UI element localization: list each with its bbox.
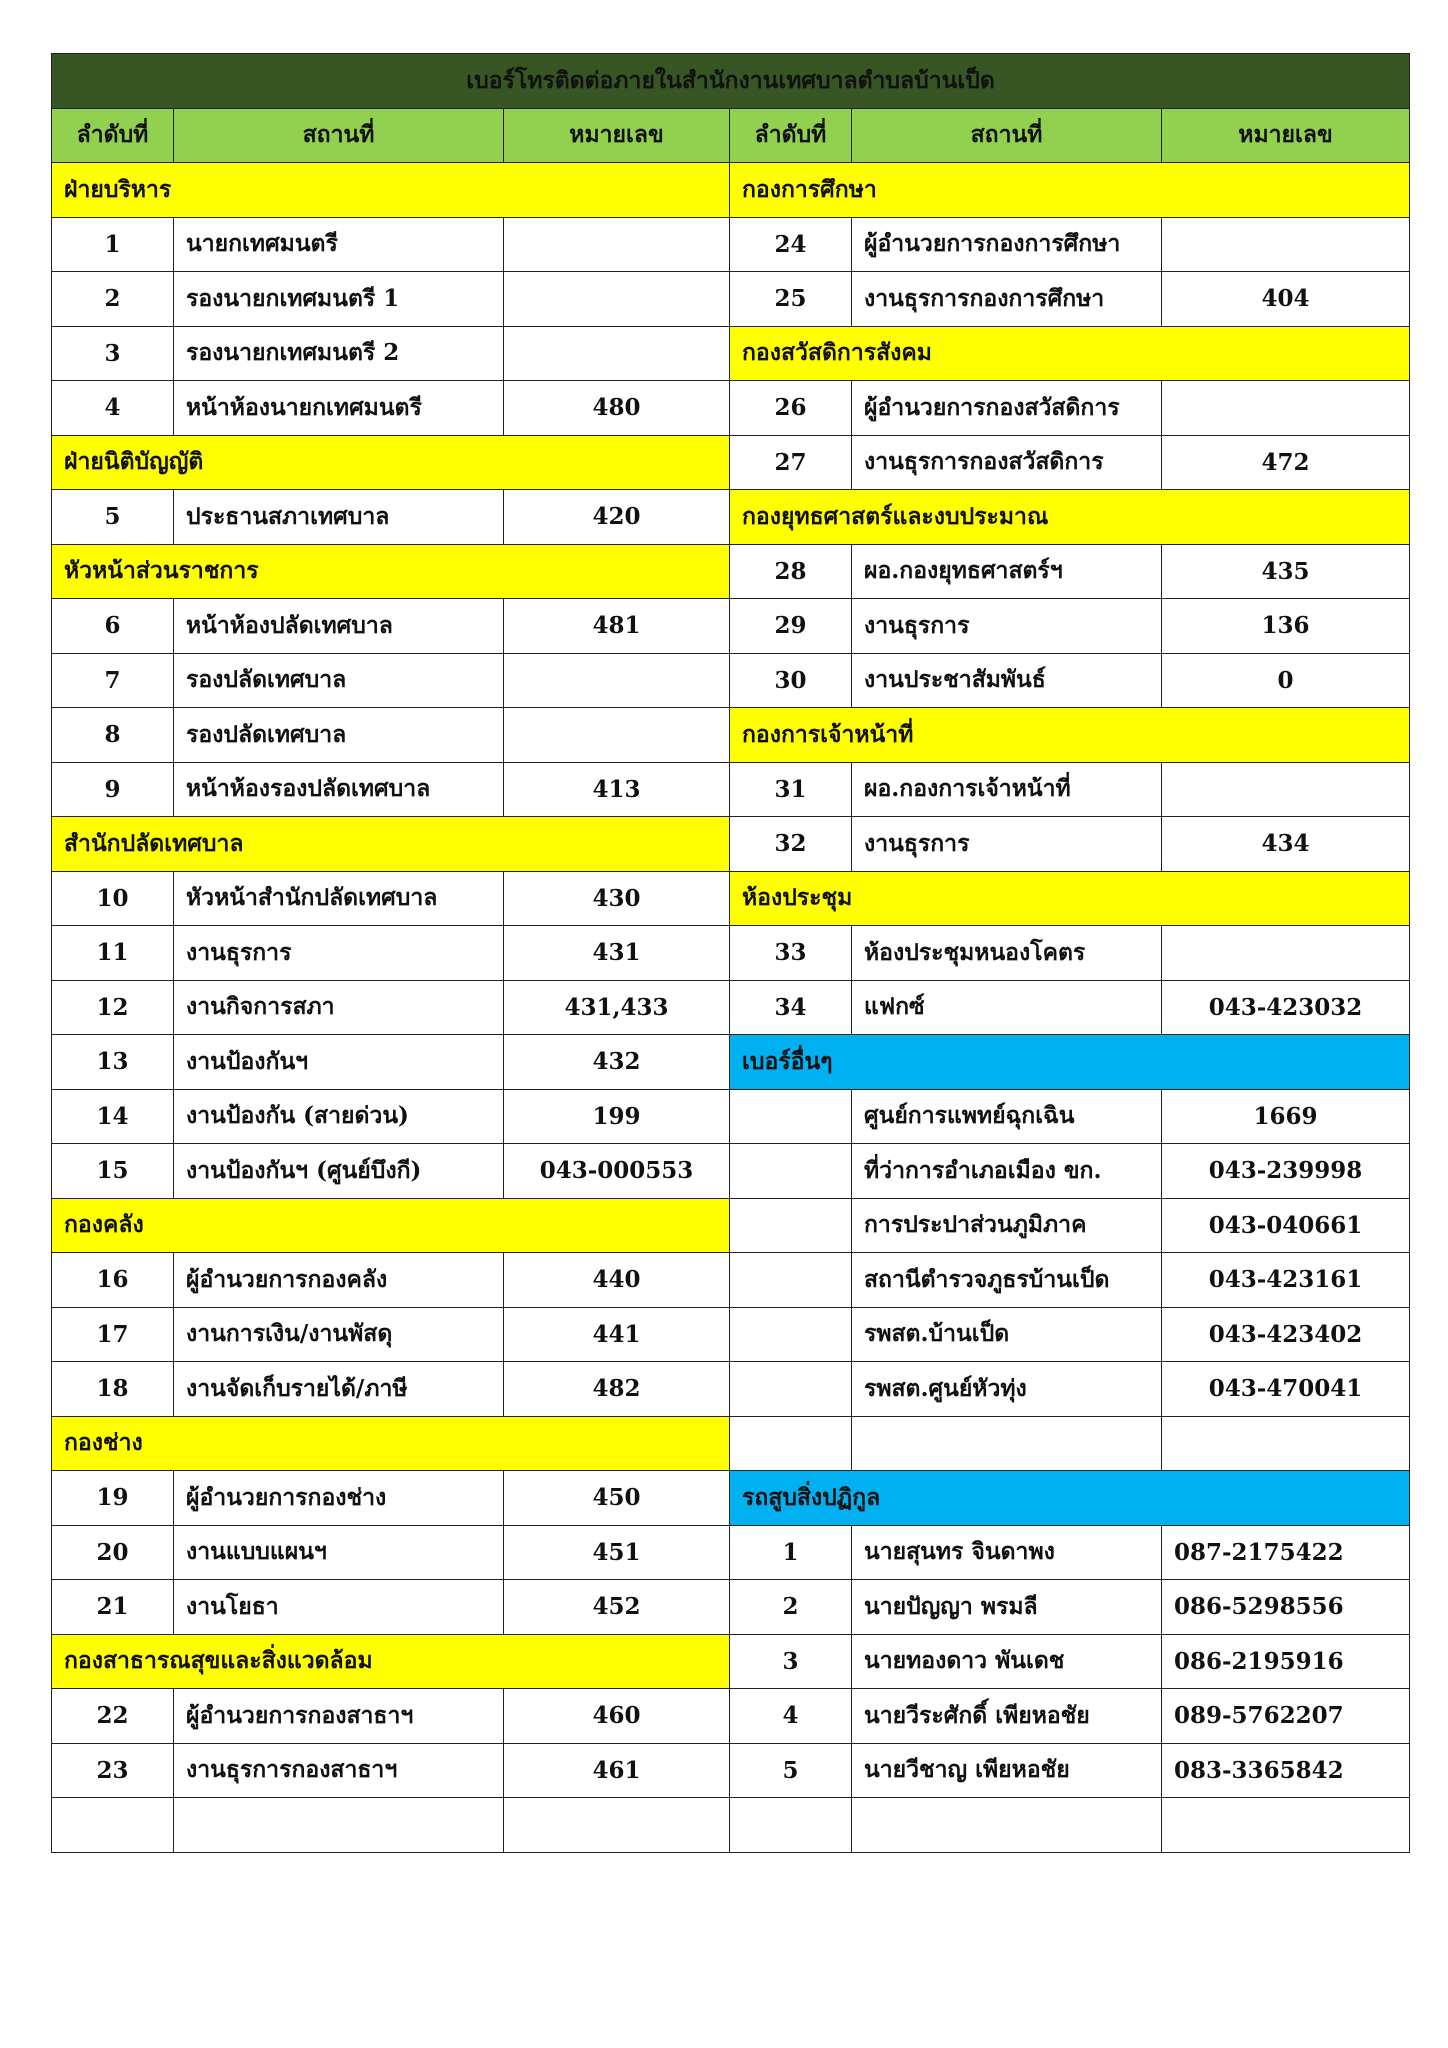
row-place-left: ผู้อำนวยการกองช่าง <box>174 1471 504 1526</box>
row-number-right: 30 <box>730 653 852 708</box>
row-phone-left <box>504 217 730 272</box>
row-place-right: งานธุรการกองการศึกษา <box>852 272 1162 327</box>
table-row <box>52 817 1410 872</box>
row-number-right <box>730 1416 852 1471</box>
row-phone-left: 431,433 <box>504 980 730 1035</box>
row-number-right: 4 <box>730 1689 852 1744</box>
row-number-left: 13 <box>52 1035 174 1090</box>
row-place-right: ห้องประชุมหนองโคตร <box>852 926 1162 981</box>
row-phone-right: 136 <box>1162 599 1410 654</box>
row-phone-right <box>1162 381 1410 436</box>
row-number-right: 29 <box>730 599 852 654</box>
section-header-left: กองคลัง <box>52 1198 730 1253</box>
row-phone-right <box>1162 1416 1410 1471</box>
section-header-left: ฝ่ายนิติบัญญัติ <box>52 435 730 490</box>
row-number-right <box>730 1798 852 1853</box>
section-header-left: หัวหน้าส่วนราชการ <box>52 544 730 599</box>
row-phone-right <box>1162 1798 1410 1853</box>
row-number-left: 6 <box>52 599 174 654</box>
column-header-row <box>52 108 1410 163</box>
table-row <box>52 653 1410 708</box>
row-phone-right: 043-423032 <box>1162 980 1410 1035</box>
row-number-left: 19 <box>52 1471 174 1526</box>
row-place-right: ที่ว่าการอำเภอเมือง ขก. <box>852 1144 1162 1199</box>
section-header-left: กองสาธารณสุขและสิ่งแวดล้อม <box>52 1634 730 1689</box>
table-row <box>52 1035 1410 1090</box>
row-number-left: 17 <box>52 1307 174 1362</box>
table-row <box>52 435 1410 490</box>
row-phone-right: 086-2195916 <box>1162 1634 1410 1689</box>
row-number-right: 26 <box>730 381 852 436</box>
row-place-left: รองนายกเทศมนตรี 2 <box>174 326 504 381</box>
row-number-left: 8 <box>52 708 174 763</box>
row-number-right: 24 <box>730 217 852 272</box>
row-number-left: 14 <box>52 1089 174 1144</box>
table-row <box>52 1307 1410 1362</box>
table-row <box>52 1798 1410 1853</box>
row-place-left: งานกิจการสภา <box>174 980 504 1035</box>
row-place-right: รพสต.บ้านเป็ด <box>852 1307 1162 1362</box>
table-row <box>52 1253 1410 1308</box>
row-phone-right: 043-470041 <box>1162 1362 1410 1417</box>
row-place-right: นายวีระศักดิ์ เพียหอชัย <box>852 1689 1162 1744</box>
section-header-left: กองช่าง <box>52 1416 730 1471</box>
header-no-right: ลำดับที่ <box>730 108 852 163</box>
row-place-left: หัวหน้าสำนักปลัดเทศบาล <box>174 871 504 926</box>
table-row <box>52 1525 1410 1580</box>
section-header-left: ฝ่ายบริหาร <box>52 163 730 218</box>
table-row <box>52 490 1410 545</box>
row-place-left: งานธุรการกองสาธาฯ <box>174 1743 504 1798</box>
row-phone-left: 431 <box>504 926 730 981</box>
row-number-right <box>730 1144 852 1199</box>
section-header-right: กองยุทธศาสตร์และงบประมาณ <box>730 490 1410 545</box>
row-number-right: 32 <box>730 817 852 872</box>
table-row <box>52 708 1410 763</box>
row-phone-left: 430 <box>504 871 730 926</box>
table-row <box>52 980 1410 1035</box>
row-place-left: งานจัดเก็บรายได้/ภาษี <box>174 1362 504 1417</box>
row-place-right: งานธุรการกองสวัสดิการ <box>852 435 1162 490</box>
row-number-left: 18 <box>52 1362 174 1417</box>
row-phone-left: 460 <box>504 1689 730 1744</box>
row-number-left: 4 <box>52 381 174 436</box>
table-row <box>52 926 1410 981</box>
table-row <box>52 1362 1410 1417</box>
row-place-left: ประธานสภาเทศบาล <box>174 490 504 545</box>
row-number-right: 2 <box>730 1580 852 1635</box>
row-number-right <box>730 1089 852 1144</box>
row-number-left <box>52 1798 174 1853</box>
row-place-left: นายกเทศมนตรี <box>174 217 504 272</box>
row-number-left: 20 <box>52 1525 174 1580</box>
row-phone-left: 481 <box>504 599 730 654</box>
row-number-right: 3 <box>730 1634 852 1689</box>
row-place-left: หน้าห้องนายกเทศมนตรี <box>174 381 504 436</box>
row-phone-left: 450 <box>504 1471 730 1526</box>
row-phone-right: 434 <box>1162 817 1410 872</box>
row-number-right: 25 <box>730 272 852 327</box>
row-number-left: 12 <box>52 980 174 1035</box>
row-phone-left <box>504 1798 730 1853</box>
table-row <box>52 544 1410 599</box>
row-phone-left: 461 <box>504 1743 730 1798</box>
row-number-right <box>730 1307 852 1362</box>
row-place-right <box>852 1798 1162 1853</box>
row-phone-left: 482 <box>504 1362 730 1417</box>
row-place-right: นายทองดาว พันเดช <box>852 1634 1162 1689</box>
row-place-left: ผู้อำนวยการกองสาธาฯ <box>174 1689 504 1744</box>
table-row <box>52 1416 1410 1471</box>
table-row <box>52 1089 1410 1144</box>
row-number-left: 15 <box>52 1144 174 1199</box>
row-phone-left: 043-000553 <box>504 1144 730 1199</box>
row-number-left: 3 <box>52 326 174 381</box>
row-phone-left: 480 <box>504 381 730 436</box>
row-place-right: การประปาส่วนภูมิภาค <box>852 1198 1162 1253</box>
row-phone-right: 435 <box>1162 544 1410 599</box>
section-header-right: รถสูบสิ่งปฏิกูล <box>730 1471 1410 1526</box>
row-place-right: ผู้อำนวยการกองสวัสดิการ <box>852 381 1162 436</box>
row-phone-right <box>1162 762 1410 817</box>
row-phone-right: 083-3365842 <box>1162 1743 1410 1798</box>
phone-directory-table <box>51 53 1410 1853</box>
table-row <box>52 163 1410 218</box>
row-number-left: 21 <box>52 1580 174 1635</box>
row-phone-left: 441 <box>504 1307 730 1362</box>
table-row <box>52 1198 1410 1253</box>
row-number-left: 23 <box>52 1743 174 1798</box>
row-phone-right: 404 <box>1162 272 1410 327</box>
table-row <box>52 217 1410 272</box>
row-number-left: 5 <box>52 490 174 545</box>
row-phone-left <box>504 326 730 381</box>
row-place-left: หน้าห้องปลัดเทศบาล <box>174 599 504 654</box>
row-place-right: ผอ.กองยุทธศาสตร์ฯ <box>852 544 1162 599</box>
row-phone-right: 087-2175422 <box>1162 1525 1410 1580</box>
section-header-right: เบอร์อื่นๆ <box>730 1035 1410 1090</box>
header-no-left: ลำดับที่ <box>52 108 174 163</box>
row-phone-right: 472 <box>1162 435 1410 490</box>
table-row <box>52 1144 1410 1199</box>
row-place-right: รพสต.ศูนย์หัวทุ่ง <box>852 1362 1162 1417</box>
row-phone-right <box>1162 926 1410 981</box>
row-place-right: นายสุนทร จินดาพง <box>852 1525 1162 1580</box>
row-phone-right: 043-040661 <box>1162 1198 1410 1253</box>
row-number-left: 11 <box>52 926 174 981</box>
row-phone-left <box>504 272 730 327</box>
row-place-left: งานการเงิน/งานพัสดุ <box>174 1307 504 1362</box>
row-place-right: นายปัญญา พรมลี <box>852 1580 1162 1635</box>
row-place-left: งานโยธา <box>174 1580 504 1635</box>
row-place-right: ผู้อำนวยการกองการศึกษา <box>852 217 1162 272</box>
section-header-right: กองสวัสดิการสังคม <box>730 326 1410 381</box>
row-number-left: 1 <box>52 217 174 272</box>
row-place-right: งานธุรการ <box>852 599 1162 654</box>
table-row <box>52 1634 1410 1689</box>
row-place-right: แฟกซ์ <box>852 980 1162 1035</box>
row-phone-left: 452 <box>504 1580 730 1635</box>
table-row <box>52 326 1410 381</box>
row-place-left: หน้าห้องรองปลัดเทศบาล <box>174 762 504 817</box>
row-place-left: งานธุรการ <box>174 926 504 981</box>
row-phone-right: 043-423402 <box>1162 1307 1410 1362</box>
row-number-left: 16 <box>52 1253 174 1308</box>
table-row <box>52 272 1410 327</box>
row-phone-right: 086-5298556 <box>1162 1580 1410 1635</box>
row-number-right <box>730 1253 852 1308</box>
row-phone-left: 451 <box>504 1525 730 1580</box>
row-phone-left <box>504 653 730 708</box>
header-number-left: หมายเลข <box>504 108 730 163</box>
row-number-right: 34 <box>730 980 852 1035</box>
row-place-left: งานป้องกันฯ (ศูนย์บึงกี) <box>174 1144 504 1199</box>
row-number-right <box>730 1198 852 1253</box>
section-header-right: กองการเจ้าหน้าที่ <box>730 708 1410 763</box>
row-phone-right: 043-239998 <box>1162 1144 1410 1199</box>
row-place-left: รองปลัดเทศบาล <box>174 708 504 763</box>
section-header-right: กองการศึกษา <box>730 163 1410 218</box>
section-header-right: ห้องประชุม <box>730 871 1410 926</box>
header-place-right: สถานที่ <box>852 108 1162 163</box>
table-row <box>52 1743 1410 1798</box>
row-place-right: งานธุรการ <box>852 817 1162 872</box>
section-header-left: สำนักปลัดเทศบาล <box>52 817 730 872</box>
row-number-right: 31 <box>730 762 852 817</box>
row-place-left: งานแบบแผนฯ <box>174 1525 504 1580</box>
row-phone-right: 0 <box>1162 653 1410 708</box>
header-place-left: สถานที่ <box>174 108 504 163</box>
table-row <box>52 1689 1410 1744</box>
row-phone-left <box>504 708 730 763</box>
row-phone-left: 413 <box>504 762 730 817</box>
table-row <box>52 762 1410 817</box>
row-number-right: 1 <box>730 1525 852 1580</box>
row-number-right: 28 <box>730 544 852 599</box>
row-place-left: งานป้องกัน (สายด่วน) <box>174 1089 504 1144</box>
row-number-left: 9 <box>52 762 174 817</box>
row-phone-right: 1669 <box>1162 1089 1410 1144</box>
row-place-left <box>174 1798 504 1853</box>
page-title: เบอร์โทรติดต่อภายในสำนักงานเทศบาลตำบลบ้านเป็ด <box>52 54 1410 109</box>
row-place-right: ศูนย์การแพทย์ฉุกเฉิน <box>852 1089 1162 1144</box>
table-row <box>52 1471 1410 1526</box>
row-number-right: 33 <box>730 926 852 981</box>
row-place-left: ผู้อำนวยการกองคลัง <box>174 1253 504 1308</box>
row-place-right: งานประชาสัมพันธ์ <box>852 653 1162 708</box>
header-number-right: หมายเลข <box>1162 108 1410 163</box>
row-number-right: 5 <box>730 1743 852 1798</box>
row-phone-right: 089-5762207 <box>1162 1689 1410 1744</box>
row-place-left: รองนายกเทศมนตรี 1 <box>174 272 504 327</box>
row-number-left: 7 <box>52 653 174 708</box>
row-place-right: นายวีชาญ เพียหอชัย <box>852 1743 1162 1798</box>
row-phone-right <box>1162 217 1410 272</box>
row-phone-left: 199 <box>504 1089 730 1144</box>
table-row <box>52 871 1410 926</box>
row-number-left: 10 <box>52 871 174 926</box>
row-number-left: 22 <box>52 1689 174 1744</box>
row-number-right: 27 <box>730 435 852 490</box>
row-number-left: 2 <box>52 272 174 327</box>
row-place-right: ผอ.กองการเจ้าหน้าที่ <box>852 762 1162 817</box>
row-phone-left: 440 <box>504 1253 730 1308</box>
row-phone-right: 043-423161 <box>1162 1253 1410 1308</box>
row-place-right: สถานีตำรวจภูธรบ้านเป็ด <box>852 1253 1162 1308</box>
table-row <box>52 381 1410 436</box>
row-place-right <box>852 1416 1162 1471</box>
row-number-right <box>730 1362 852 1417</box>
row-phone-left: 420 <box>504 490 730 545</box>
table-row <box>52 599 1410 654</box>
row-phone-left: 432 <box>504 1035 730 1090</box>
row-place-left: รองปลัดเทศบาล <box>174 653 504 708</box>
table-row <box>52 1580 1410 1635</box>
row-place-left: งานป้องกันฯ <box>174 1035 504 1090</box>
